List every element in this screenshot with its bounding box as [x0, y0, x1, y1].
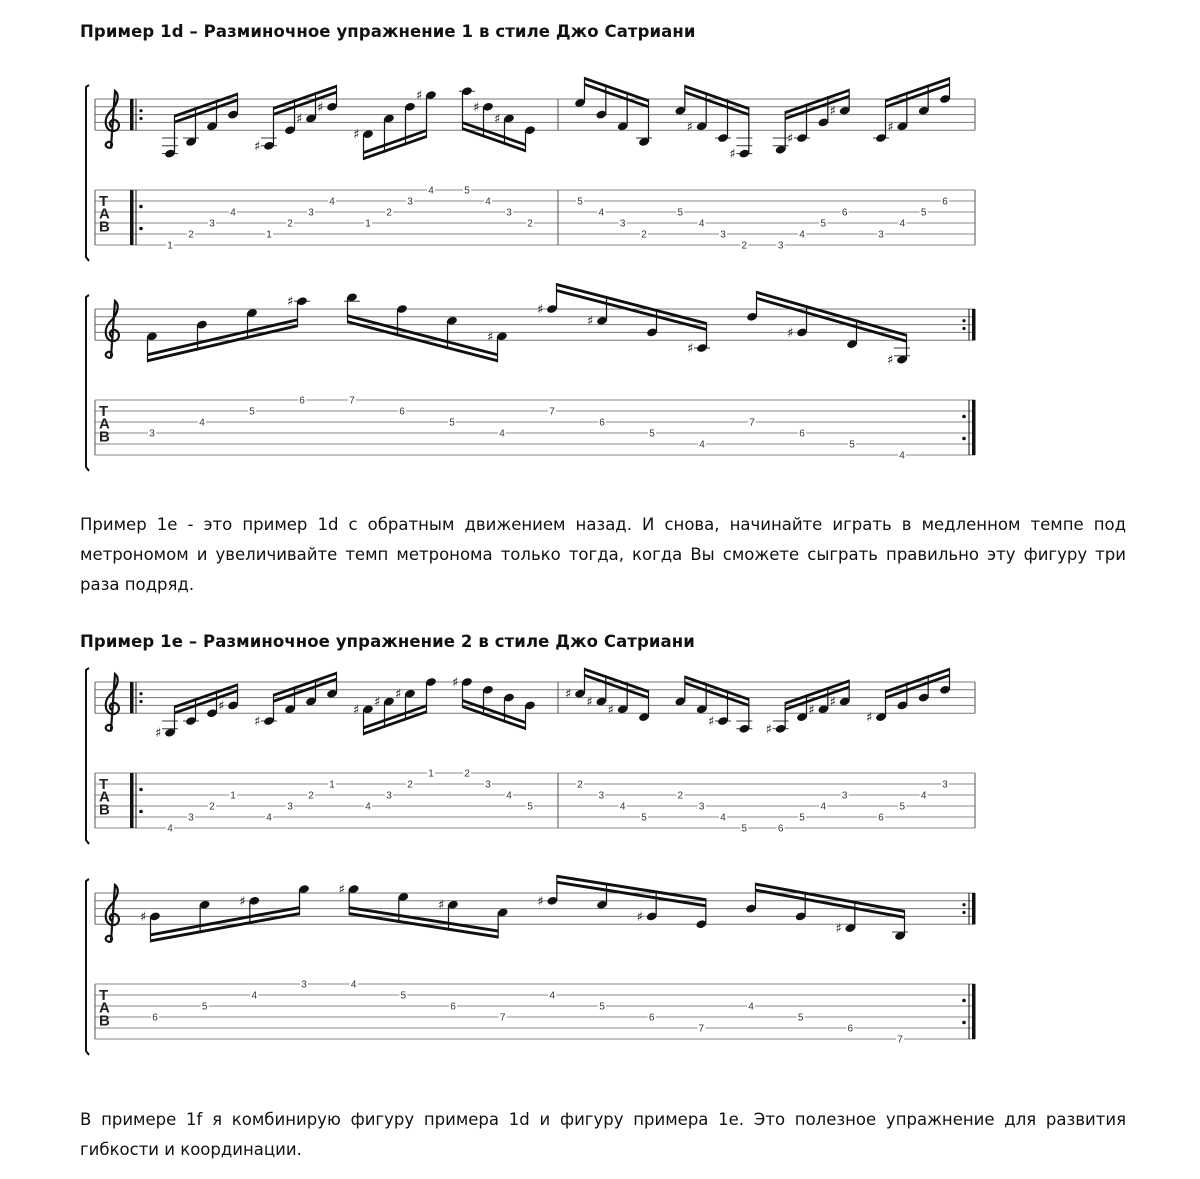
tab-fret-number: 2	[209, 801, 215, 813]
tab-letter: B	[99, 218, 110, 236]
sharp-icon: ♯	[537, 302, 544, 318]
sixteenth-beam	[886, 83, 950, 108]
sixteenth-beam	[463, 699, 526, 724]
sixteenth-beam	[364, 704, 427, 729]
repeat-end-thick-bar	[972, 984, 976, 1039]
tab-fret-number: 5	[599, 1001, 605, 1013]
tab-fret-number: 6	[777, 823, 784, 835]
example-1d-title: Пример 1d – Разминочное упражнение 1 в стиле Джо Сатриани	[80, 22, 696, 41]
sharp-icon: ♯	[829, 695, 836, 710]
tab-fret-number: 6	[648, 1012, 655, 1024]
sharp-icon: ♯	[765, 722, 772, 738]
system-bracket	[86, 85, 89, 261]
tab-fret-number: 3	[149, 428, 155, 440]
tab-fret-number: 5	[899, 801, 906, 813]
sixteenth-beam	[585, 83, 649, 108]
tab-fret-number: 4	[748, 1001, 754, 1013]
repeat-dot	[139, 227, 143, 231]
tab-fret-number: 6	[599, 417, 605, 429]
tab-fret-number: 1	[365, 218, 371, 230]
tab-fret-number: 4	[899, 450, 905, 462]
tab-letter: A	[99, 205, 110, 223]
tab-fret-number: 3	[841, 790, 848, 802]
sixteenth-beam	[557, 875, 706, 901]
tab-fret-number: 3	[942, 779, 948, 791]
paragraph-1: Пример 1e - это пример 1d с обратным движением назад. И снова, начинайте играть в медленном темпе под метрономом и увеличивайте темп метронома только тогда, когда Вы сможете сыграть правильно эту фигуру три раза подряд.	[80, 515, 1126, 594]
tab-fret-number: 2	[577, 779, 583, 791]
tab-fret-number: 6	[152, 1012, 158, 1024]
tab-fret-number: 5	[741, 823, 748, 835]
sharp-icon: ♯	[438, 898, 445, 914]
paragraph-2: В примере 1f я комбинирую фигуру примера 1d и фигуру примера 1e. Это полезное упражнение для развития гибкости и координации.	[80, 1110, 1126, 1159]
repeat-dot	[962, 319, 965, 322]
repeat-dot	[139, 205, 143, 209]
sharp-icon: ♯	[296, 112, 303, 127]
tab-fret-number: 2	[188, 229, 194, 241]
tab-fret-number: 4	[251, 990, 258, 1002]
sharp-icon: ♯	[317, 100, 324, 116]
sixteenth-beam	[274, 85, 337, 110]
sharp-icon: ♯	[218, 698, 225, 714]
sixteenth-beam	[557, 881, 706, 907]
system-bracket	[86, 879, 89, 1055]
tab-fret-number: 4	[329, 196, 335, 208]
tab-fret-number: 4	[799, 229, 805, 241]
treble-clef-icon	[106, 885, 119, 942]
tab-fret-number: 2	[464, 768, 470, 780]
repeat-start-thick-bar	[130, 682, 134, 713]
tab-fret-number: 6	[841, 207, 848, 219]
tab-fret-number: 7	[349, 395, 355, 407]
tab-fret-number: 4	[365, 801, 371, 813]
sixteenth-beam	[364, 710, 427, 735]
tab-fret-number: 4	[619, 801, 626, 813]
sixteenth-beam	[274, 91, 337, 116]
repeat-dot	[962, 911, 965, 914]
sixteenth-beam	[585, 77, 649, 102]
tab-fret-number: 4	[720, 812, 726, 824]
tab-letter: B	[99, 801, 110, 819]
tab-fret-number: 3	[878, 229, 884, 241]
sixteenth-beam	[148, 318, 298, 356]
sixteenth-beam	[175, 689, 238, 714]
treble-clef-icon	[106, 674, 119, 731]
repeat-dot	[962, 903, 965, 906]
tab-letter: B	[99, 1012, 110, 1030]
tab-fret-number: 4	[699, 439, 705, 451]
tab-fret-number: 5	[577, 196, 583, 208]
repeat-end-thick-bar	[972, 893, 976, 924]
repeat-end-thick-bar	[972, 309, 976, 340]
sharp-icon: ♯	[636, 909, 643, 925]
tab-fret-number: 3	[287, 801, 293, 813]
sixteenth-beam	[585, 668, 649, 693]
sharp-icon: ♯	[338, 882, 345, 898]
tab-fret-number: 3	[485, 779, 491, 791]
sharp-icon: ♯	[587, 314, 594, 330]
sharp-icon: ♯	[254, 139, 261, 155]
repeat-dot	[962, 437, 966, 441]
sixteenth-beam	[348, 314, 498, 356]
sharp-icon: ♯	[866, 710, 873, 726]
tab-fret-number: 3	[188, 812, 194, 824]
sharp-icon: ♯	[835, 921, 842, 937]
repeat-dot	[962, 327, 965, 330]
tab-letter: T	[99, 403, 109, 420]
tab-fret-number: 3	[209, 218, 215, 230]
tab-fret-number: 1	[428, 768, 434, 780]
tab-fret-number: 2	[741, 240, 748, 252]
sixteenth-beam	[785, 89, 849, 114]
tab-fret-number: 2	[407, 779, 413, 791]
tab-fret-number: 5	[649, 428, 655, 440]
sharp-icon: ♯	[395, 687, 402, 703]
tab-fret-number: 6	[299, 395, 305, 407]
tab-fret-number: 5	[677, 207, 684, 219]
tab-fret-number: 6	[799, 428, 805, 440]
sixteenth-beam	[175, 93, 238, 118]
sharp-icon: ♯	[607, 702, 614, 718]
tab-fret-number: 5	[641, 812, 647, 824]
system-2	[86, 283, 976, 471]
sharp-icon: ♯	[287, 294, 294, 310]
repeat-dot	[139, 810, 143, 814]
repeat-start-thick-bar	[130, 99, 134, 130]
tab-fret-number: 1	[230, 790, 236, 802]
sharp-icon: ♯	[808, 702, 815, 718]
sharp-icon: ♯	[155, 726, 162, 742]
tab-fret-number: 1	[167, 240, 173, 252]
tab-letter: B	[99, 428, 110, 446]
tab-fret-number: 4	[698, 218, 705, 230]
repeat-dot	[139, 109, 142, 112]
tab-fret-number: 1	[266, 229, 272, 241]
example-1e-title: Пример 1e – Разминочное упражнение 2 в стиле Джо Сатриани	[80, 632, 695, 651]
sixteenth-beam	[348, 320, 498, 362]
system-1	[86, 77, 975, 261]
tab-fret-number: 2	[527, 218, 533, 230]
tab-fret-number: 5	[920, 207, 927, 219]
sixteenth-beam	[463, 705, 526, 730]
repeat-dot	[962, 1021, 966, 1025]
system-bracket	[86, 668, 89, 844]
tab-fret-number: 4	[485, 196, 491, 208]
tab-letter: T	[99, 776, 109, 793]
repeat-end-thick-bar	[972, 400, 976, 455]
tab-fret-number: 2	[287, 218, 293, 230]
tab-fret-number: 4	[428, 185, 434, 197]
treble-clef-icon	[106, 301, 119, 358]
sixteenth-beam	[585, 674, 649, 699]
tab-fret-number: 7	[499, 1012, 506, 1024]
sixteenth-beam	[757, 291, 907, 337]
tab-fret-number: 4	[899, 218, 906, 230]
sixteenth-beam	[685, 85, 749, 110]
tab-letter: A	[99, 415, 110, 433]
sharp-icon: ♯	[494, 112, 501, 127]
sharp-icon: ♯	[239, 894, 246, 910]
tab-fret-number: 6	[942, 196, 948, 208]
tab-fret-number: 4	[820, 801, 827, 813]
repeat-start-thick-bar	[130, 773, 134, 828]
tab-fret-number: 5	[820, 218, 827, 230]
sixteenth-beam	[364, 129, 427, 154]
tab-fret-number: 6	[399, 406, 405, 418]
repeat-start-thick-bar	[130, 190, 134, 245]
tab-fret-number: 4	[350, 979, 357, 991]
tab-letter: A	[99, 999, 110, 1017]
sixteenth-beam	[175, 99, 238, 124]
tab-fret-number: 3	[720, 229, 726, 241]
tab-fret-number: 3	[308, 207, 314, 219]
tab-fret-number: 3	[598, 790, 605, 802]
tab-fret-number: 4	[167, 823, 173, 835]
tab-fret-number: 5	[464, 185, 470, 197]
sixteenth-beam	[785, 680, 849, 705]
sixteenth-beam	[148, 324, 298, 362]
tab-fret-number: 3	[698, 801, 705, 813]
sharp-icon: ♯	[586, 695, 593, 710]
tab-fret-number: 5	[201, 1001, 208, 1013]
tab-fret-number: 7	[698, 1023, 705, 1035]
sharp-icon: ♯	[829, 104, 836, 120]
tab-fret-number: 6	[450, 1001, 456, 1013]
sixteenth-beam	[685, 91, 749, 116]
sharp-icon: ♯	[254, 714, 261, 730]
repeat-dot	[139, 700, 142, 703]
sharp-icon: ♯	[887, 353, 894, 369]
sixteenth-beam	[685, 682, 749, 707]
tab-fret-number: 5	[797, 1012, 804, 1024]
tab-fret-number: 3	[407, 196, 413, 208]
sharp-icon: ♯	[729, 147, 736, 163]
tab-fret-number: 5	[849, 439, 855, 451]
repeat-dot	[139, 117, 142, 120]
tab-fret-number: 7	[549, 406, 555, 418]
sixteenth-beam	[349, 906, 498, 932]
tab-fret-number: 4	[598, 207, 605, 219]
sharp-icon: ♯	[565, 687, 572, 703]
tab-fret-number: 5	[249, 406, 255, 418]
tab-fret-number: 5	[400, 990, 407, 1002]
sharp-icon: ♯	[537, 894, 544, 910]
sixteenth-beam	[364, 135, 427, 160]
sixteenth-beam	[274, 672, 337, 697]
sharp-icon: ♯	[452, 675, 459, 691]
tab-fret-number: 4	[230, 207, 236, 219]
tab-fret-number: 4	[506, 790, 512, 802]
sharp-icon: ♯	[887, 119, 894, 135]
sharp-icon: ♯	[416, 88, 423, 104]
sixteenth-beam	[757, 297, 907, 343]
tab-fret-number: 3	[506, 207, 512, 219]
tab-fret-number: 3	[777, 240, 784, 252]
repeat-dot	[962, 415, 966, 419]
tab-fret-number: 3	[386, 790, 392, 802]
tab-fret-number: 3	[619, 218, 626, 230]
sharp-icon: ♯	[353, 127, 360, 143]
sharp-icon: ♯	[708, 714, 715, 730]
tab-fret-number: 2	[386, 207, 392, 219]
sharp-icon: ♯	[374, 695, 381, 710]
repeat-dot	[139, 788, 143, 792]
tab-fret-number: 5	[449, 417, 455, 429]
sixteenth-beam	[175, 683, 238, 708]
sharp-icon: ♯	[687, 341, 694, 357]
tab-fret-number: 4	[199, 417, 205, 429]
repeat-dot	[139, 692, 142, 695]
sixteenth-beam	[886, 674, 950, 699]
sharp-icon: ♯	[787, 131, 794, 147]
sharp-icon: ♯	[140, 909, 147, 925]
tab-fret-number: 3	[301, 979, 307, 991]
tab-fret-number: 7	[897, 1034, 903, 1046]
tab-fret-number: 6	[847, 1023, 854, 1035]
tab-fret-number: 4	[920, 790, 927, 802]
tab-fret-number: 2	[308, 790, 314, 802]
tab-letter: T	[99, 987, 109, 1004]
system-bracket	[86, 295, 89, 471]
tab-fret-number: 2	[677, 790, 684, 802]
sixteenth-beam	[685, 676, 749, 701]
sixteenth-beam	[151, 906, 300, 936]
sixteenth-beam	[557, 283, 707, 325]
sharp-icon: ♯	[353, 702, 360, 718]
tab-fret-number: 1	[329, 779, 335, 791]
tab-fret-number: 7	[749, 417, 755, 429]
sharp-icon: ♯	[473, 100, 480, 116]
tab-fret-number: 4	[549, 990, 556, 1002]
tab-fret-number: 4	[499, 428, 505, 440]
tab-fret-number: 5	[799, 812, 805, 824]
sixteenth-beam	[463, 127, 526, 152]
tab-fret-number: 4	[266, 812, 272, 824]
tab-fret-number: 5	[527, 801, 533, 813]
sharp-icon: ♯	[686, 119, 693, 135]
sharp-icon: ♯	[787, 325, 794, 341]
tab-letter: A	[99, 788, 110, 806]
tab-letter: T	[99, 193, 109, 210]
sharp-icon: ♯	[487, 329, 494, 345]
treble-clef-icon	[106, 91, 119, 148]
tab-fret-number: 6	[878, 812, 884, 824]
repeat-dot	[962, 999, 966, 1003]
tab-fret-number: 2	[641, 229, 647, 241]
system-3	[86, 668, 975, 844]
system-4	[86, 875, 976, 1055]
